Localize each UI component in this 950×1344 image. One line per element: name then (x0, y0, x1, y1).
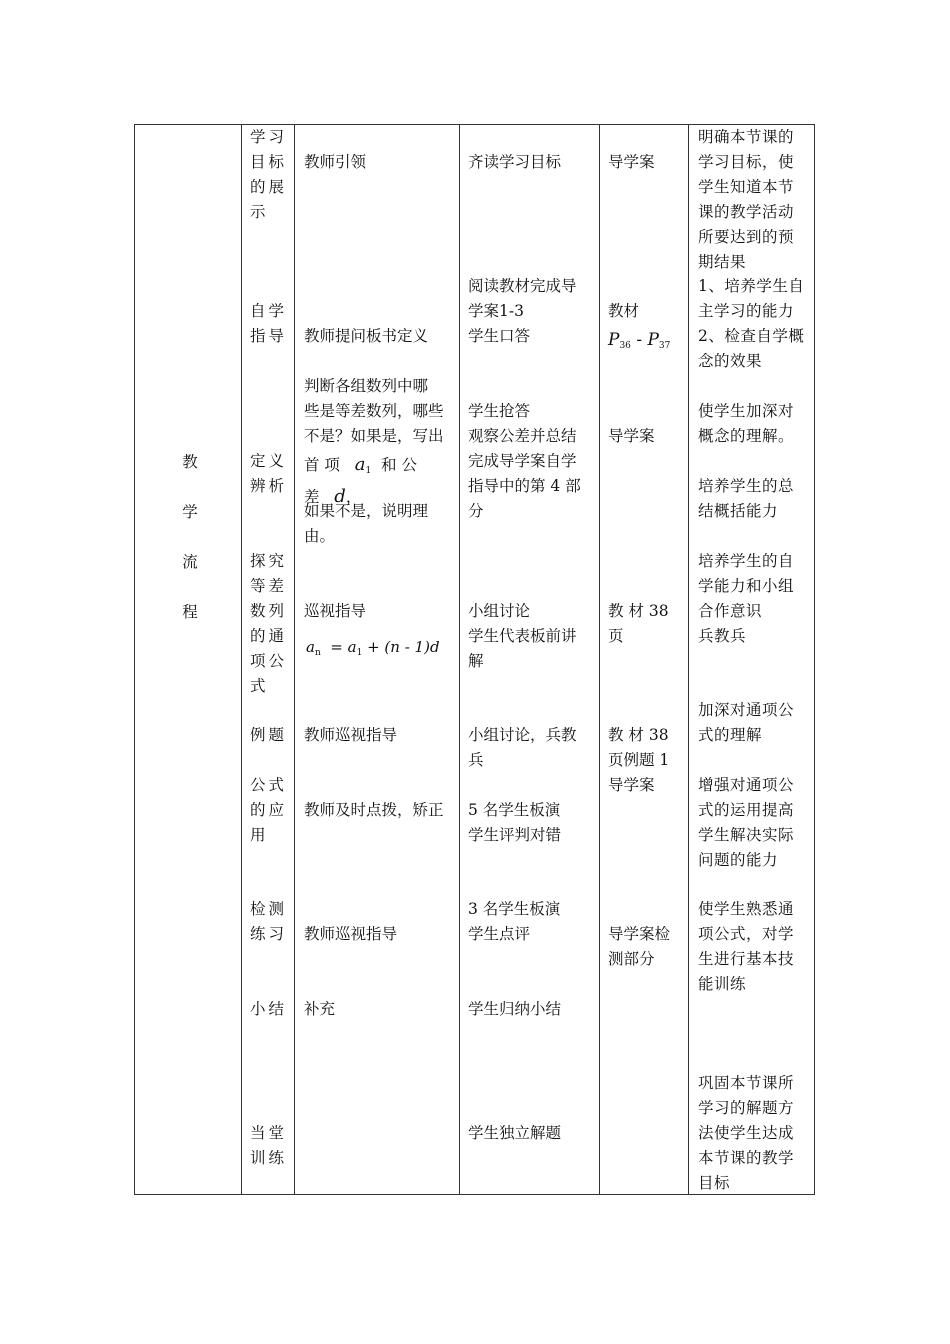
stage-cell: 探究 等差 数列 的通 项公 式 (250, 552, 288, 695)
page-range-formula: $P_{36} - P_{37}$ (608, 330, 671, 351)
teacher-activity-cell: 教师提问板书定义 (304, 327, 429, 345)
side-label-char: 程 (182, 603, 198, 621)
stage-cell: 学习 目标 的展 示 (250, 128, 288, 221)
teacher-activity-cell: 教师巡视指导 (304, 925, 398, 943)
student-activity-cell: 小组讨论 学生代表板前讲 解 (468, 602, 577, 670)
general-term-formula: $a_n = a_1 + (n - 1)d$ (306, 638, 440, 658)
student-activity-cell: 小组讨论，兵教 兵 (468, 726, 577, 769)
purpose-cell: 增强对通项公 式的运用提高 学生解决实际 问题的能力 (698, 776, 795, 869)
column-divider (599, 124, 600, 1195)
purpose-cell: 培养学生的自 学能力和小组 合作意识 兵教兵 (698, 552, 795, 645)
side-label-char: 流 (182, 553, 198, 571)
stage-cell: 小结 (250, 1000, 288, 1018)
student-activity-cell: 3 名学生板演 学生点评 (468, 900, 561, 943)
material-cell: 教 材 38 页 (608, 602, 669, 645)
student-activity-cell: 学生归纳小结 (468, 1000, 562, 1018)
teacher-activity-cell: 教师引领 (304, 153, 367, 171)
material-cell: 导学案检 测部分 (608, 925, 671, 968)
stage-cell: 公式 的应 用 (250, 776, 288, 844)
side-label-char: 学 (182, 503, 198, 521)
column-divider (241, 124, 242, 1195)
teacher-activity-cell: 巡视指导 (304, 602, 367, 620)
purpose-cell: 巩固本节课所 学习的解题方 法使学生达成 本节课的教学 目标 (698, 1074, 795, 1192)
column-divider (294, 124, 295, 1195)
stage-cell: 当堂 训练 (250, 1124, 288, 1167)
student-activity-cell: 阅读教材完成导 学案1-3 学生口答 (468, 277, 577, 345)
material-cell: 导学案 (608, 153, 655, 171)
purpose-cell: 明确本节课的 学习目标，使 学生知道本节 课的教学活动 所要达到的预 期结果 (698, 128, 795, 271)
teacher-activity-math-line: 首 项 $a_1$ 和 公 差 d， (304, 454, 417, 507)
stage-cell: 检测 练习 (250, 900, 288, 943)
teacher-activity-cell: 如果不是，说明理 由。 (304, 502, 429, 545)
material-cell: 教材 (608, 302, 640, 320)
student-activity-cell: 齐读学习目标 (468, 153, 562, 171)
teacher-activity-cell: 补充 (304, 1000, 336, 1018)
stage-cell: 例题 (250, 726, 288, 744)
teacher-activity-cell: 判断各组数列中哪 些是等差数列，哪些 不是？如果是，写出 (304, 377, 444, 445)
student-activity-cell: 学生独立解题 (468, 1124, 562, 1142)
stage-cell: 自学 指导 (250, 302, 288, 345)
student-activity-cell: 5 名学生板演 学生评判对错 (468, 801, 562, 844)
teacher-activity-cell: 教师及时点拨，矫正 (304, 801, 444, 819)
column-divider (688, 124, 689, 1195)
student-activity-cell: 学生抢答 观察公差并总结 完成导学案自学 指导中的第 4 部 分 (468, 402, 581, 520)
teacher-activity-cell: 教师巡视指导 (304, 726, 398, 744)
stage-cell: 定义 辨析 (250, 452, 288, 495)
material-cell: 导学案 (608, 427, 655, 445)
purpose-cell: 使学生加深对 概念的理解。 培养学生的总 结概括能力 (698, 402, 795, 520)
side-label-char: 教 (182, 453, 198, 471)
purpose-cell: 加深对通项公 式的理解 (698, 701, 795, 744)
purpose-cell: 1、培养学生自 主学习的能力 2、检查自学概 念的效果 (698, 277, 805, 370)
material-cell: 教 材 38 页例题 1 导学案 (608, 726, 670, 794)
column-divider (459, 124, 460, 1195)
purpose-cell: 使学生熟悉通 项公式，对学 生进行基本技 能训练 (698, 900, 795, 993)
